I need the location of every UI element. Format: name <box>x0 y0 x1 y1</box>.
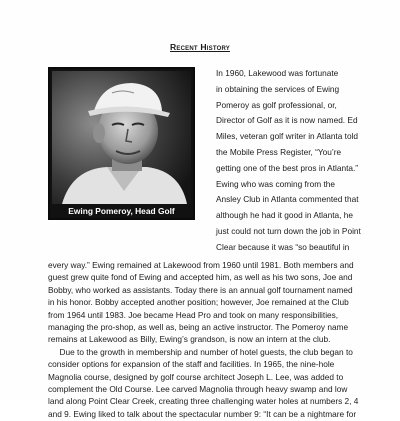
body-line: getting one of the best pros in Atlanta.” <box>216 162 359 173</box>
body-line: Magnolia course, designed by golf course architect Joseph L. Lee, was added to <box>48 371 344 382</box>
body-line: just could not turn down the job in Point <box>216 226 361 236</box>
body-line: Pomeroy as golf professional, or, <box>216 99 337 110</box>
section-heading: Recent History <box>170 42 230 52</box>
body-line: guest grew quite fond of Ewing and accepted him, as well as his two sons, Joe and <box>48 272 353 283</box>
body-line: Director of Golf as it is now named. Ed <box>216 115 358 126</box>
body-line: Clear because it was “so beautiful in <box>216 241 350 252</box>
body-line: the Mobile Press Register, “You’re <box>216 147 342 157</box>
body-line: complement the Old Course. Lee carved Magnolia through heavy swamp and low <box>48 384 348 394</box>
body-line: in obtaining the services of Ewing <box>216 83 340 94</box>
body-line: Ansley Club in Atlanta commented that <box>216 194 359 205</box>
body-line: and 9. Ewing liked to talk about the spectacular number 9: “It can be a nightmare for <box>48 408 357 419</box>
body-line: consider options for expansion of the staff and facilities. In 1965, the nine-hole <box>48 359 335 370</box>
portrait-photo <box>48 67 195 220</box>
body-line: Due to the growth in membership and number of hotel guests, the club began to <box>48 346 353 357</box>
body-line: every way.” Ewing remained at Lakewood from 1960 until 1981. Both members and <box>48 260 354 270</box>
photo-caption: Ewing Pomeroy, Head Golf <box>68 206 175 216</box>
body-line: Ewing who was coming from the <box>216 178 335 189</box>
body-line: managing the pro-shop, as well as, being an active instructor. The Pomeroy name <box>48 322 349 332</box>
body-line: remains at Lakewood as Billy, Ewing’s grandson, is now an intern at the club. <box>48 334 331 345</box>
portrait-image <box>52 71 191 204</box>
body-line: In 1960, Lakewood was fortunate <box>216 68 339 78</box>
body-line: Miles, veteran golf writer in Atlanta told <box>216 131 359 142</box>
body-line: Bobby, who worked as assistants. Today there is an annual golf tournament named <box>48 284 353 295</box>
body-line: in his honor. Bobby accepted another position; however, Joe remained at the Club <box>48 297 349 308</box>
body-line: from 1964 until 1983. Joe became Head Pro and took on many responsibilities, <box>48 309 339 320</box>
body-line: land along Point Clear Creek, creating three challenging water holes at numbers 2, 4 <box>48 396 359 407</box>
body-line: although he had it good in Atlanta, he <box>216 210 354 221</box>
